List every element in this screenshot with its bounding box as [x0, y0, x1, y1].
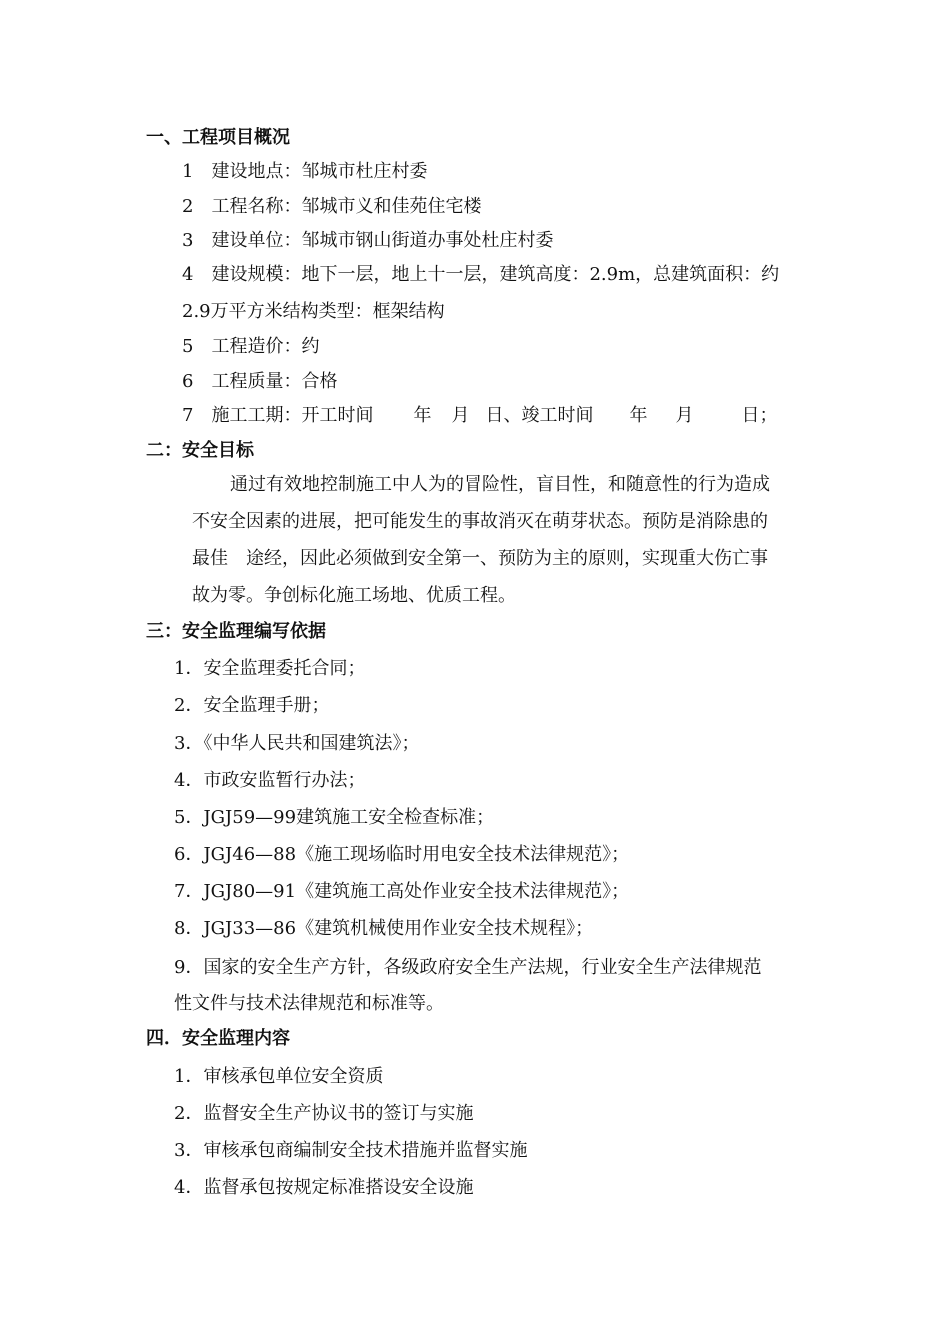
project-name: 2 工程名称：邹城市义和佳苑住宅楼	[182, 196, 482, 217]
basis-item-9-continued: 性文件与技术法律规范和标准等。	[174, 993, 444, 1014]
schedule-start-year: 年	[413, 405, 432, 426]
schedule-prefix: 7 施工工期：开工时间	[182, 405, 374, 426]
project-quality: 6 工程质量：合格	[182, 371, 338, 392]
construction-unit: 3 建设单位：邹城市钢山街道办事处杜庄村委	[182, 230, 554, 251]
schedule-end-month: 月	[675, 405, 694, 426]
construction-scale: 4 建设规模：地下一层，地上十一层，建筑高度：2.9m，总建筑面积：约	[182, 264, 780, 285]
basis-item-5: 5．JGJ59—99建筑施工安全检查标准；	[174, 807, 495, 828]
safety-goal-line-1: 通过有效地控制施工中人为的冒险性，盲目性，和随意性的行为造成	[230, 474, 770, 495]
section-2-title: 二：安全目标	[146, 440, 254, 461]
content-item-3: 3．审核承包商编制安全技术措施并监督实施	[174, 1140, 528, 1161]
basis-item-7: 7．JGJ80—91《建筑施工高处作业安全技术法律规范》；	[174, 881, 630, 902]
construction-schedule	[182, 404, 777, 428]
basis-item-4: 4．市政安监暂行办法；	[174, 770, 366, 791]
safety-goal-line-3: 最佳 途经，因此必须做到安全第一、预防为主的原则，实现重大伤亡事	[192, 548, 768, 569]
basis-item-6: 6．JGJ46—88《施工现场临时用电安全技术法律规范》；	[174, 844, 630, 865]
safety-goal-line-4: 故为零。争创标化施工场地、优质工程。	[192, 585, 516, 606]
content-item-1: 1．审核承包单位安全资质	[174, 1066, 384, 1087]
schedule-end-year: 年	[629, 405, 648, 426]
content-item-2: 2．监督安全生产协议书的签订与实施	[174, 1103, 474, 1124]
section-4-title: 四．安全监理内容	[146, 1028, 290, 1049]
schedule-end-day: 日；	[741, 405, 778, 426]
section-3-title: 三：安全监理编写依据	[146, 621, 326, 642]
construction-scale-continued: 2.9万平方米结构类型：框架结构	[182, 301, 445, 322]
project-location: 1 建设地点：邹城市杜庄村委	[182, 161, 428, 182]
schedule-start-day: 日、竣工时间	[485, 405, 594, 426]
project-cost: 5 工程造价：约	[182, 336, 320, 357]
safety-goal-line-2: 不安全因素的进展，把可能发生的事故消灭在萌芽状态。预防是消除患的	[192, 511, 768, 532]
basis-item-3: 3．《中华人民共和国建筑法》；	[174, 733, 420, 754]
schedule-start-month: 月	[451, 405, 470, 426]
basis-item-2: 2．安全监理手册；	[174, 695, 330, 716]
basis-item-8: 8．JGJ33—86《建筑机械使用作业安全技术规程》；	[174, 918, 594, 939]
basis-item-9: 9．国家的安全生产方针，各级政府安全生产法规，行业安全生产法律规范	[174, 957, 762, 978]
basis-item-1: 1．安全监理委托合同；	[174, 658, 366, 679]
content-item-4: 4．监督承包按规定标准搭设安全设施	[174, 1177, 474, 1198]
section-1-title: 一、工程项目概况	[146, 127, 290, 148]
